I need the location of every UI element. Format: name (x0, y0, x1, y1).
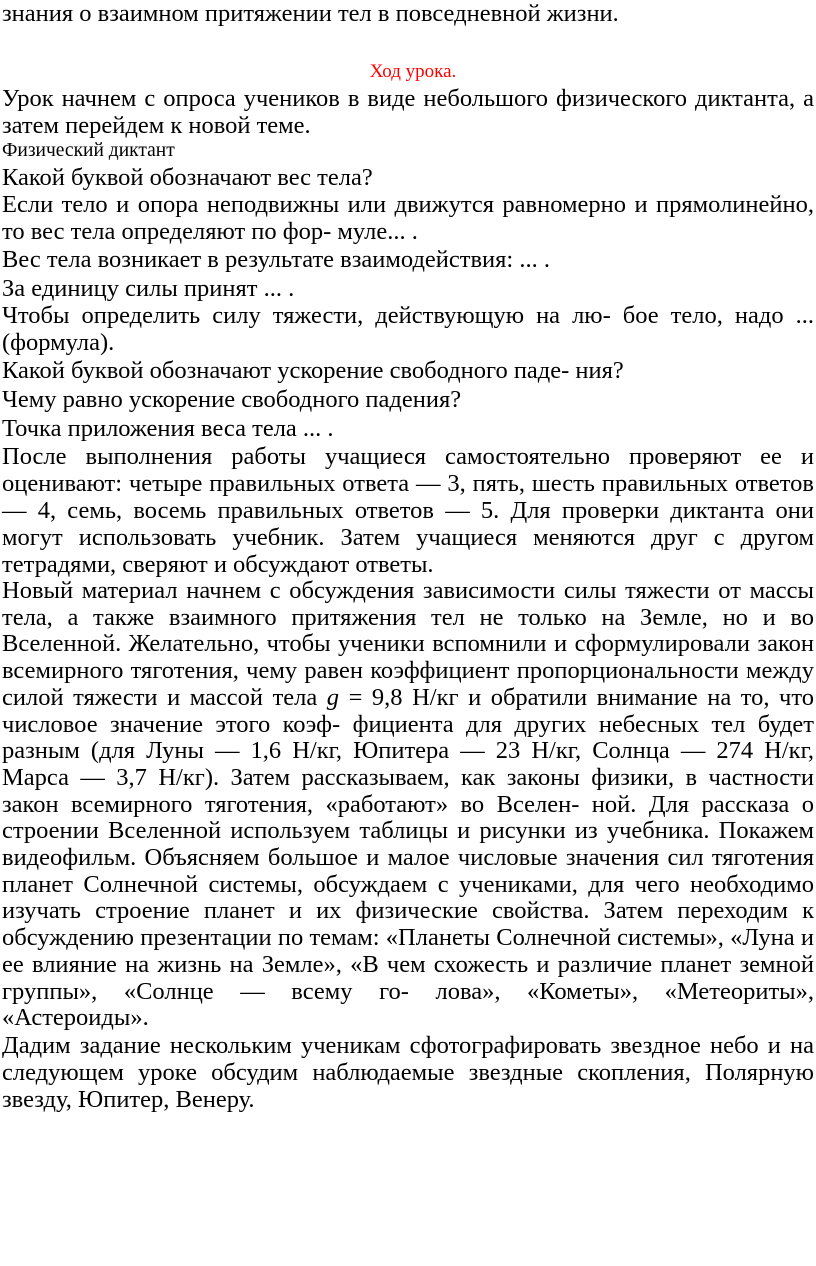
intro-line: знания о взаимном притяжении тел в повседневной жизни. (2, 0, 619, 27)
question-item: Если тело и опора неподвижны или движутся равномерно и прямолинейно, то вес тела определяют по фор- муле... . (2, 191, 814, 245)
new-material-text-1: Новый материал начнем с обсуждения зависимости силы тяжести от массы тела, а также взаимного притяжения тел не только на Земле, но и во Вселенной. Желательно, чтобы ученики вспомнили и сформулировали закон всемирного тяготения, чему равен коэффициент пропорциональности между силой тяжести и массой тела (2, 577, 814, 711)
question-item: Чему равно ускорение свободного падения? (2, 386, 462, 413)
new-material-text-2: = 9,8 Н/кг и обратили внимание на то, что числовое значение этого коэф- фициента для других небесных тел будет разным (для Луны — 1,6 Н/кг, Юпитера — 23 Н/кг, Солнца — 274 Н/кг, Марса — 3,7 Н/кг). Затем рассказываем, как законы физики, в частности закон всемирного тяготения, «работают» во Вселен- ной. Для рассказа о строении Вселенной используем таблицы и рисунки из учебника. Покажем видеофильм. Объясняем большое и малое числовые значения сил тяготения планет Солнечной системы, обсуждаем с учениками, для чего необходимо изучать строение планет и их физические свойства. Затем переходим к обсуждению презентации по темам: «Планеты Солнечной системы», «Луна и ее влияние на жизнь на Земле», «В чем схожесть и различие планет земной группы», «Солнце — всему го- лова», «Кометы», «Метеориты», «Астероиды». (2, 683, 815, 1032)
question-item: Какой буквой обозначают ускорение свободного паде- ния? (2, 357, 624, 384)
after-dictation-paragraph: После выполнения работы учащиеся самостоятельно проверяют ее и оценивают: четыре правильных ответа — 3, пять, шесть правильных ответов — 4, семь, восемь правильных ответов — 5. Для проверки диктанта они могут использовать учебник. Затем учащиеся меняются друг с другом тетрадями, сверяют и обсуждают ответы. (2, 443, 814, 578)
g-symbol: g (326, 683, 340, 711)
question-item: Точка приложения веса тела ... . (2, 415, 334, 442)
question-item: Чтобы определить силу тяжести, действующую на лю- бое тело, надо ... (формула). (2, 302, 814, 356)
question-item: За единицу силы принят ... . (2, 275, 295, 302)
question-item: Какой буквой обозначают вес тела? (2, 164, 373, 191)
lesson-heading: Ход урока. (369, 61, 457, 82)
dictation-label: Физический диктант (2, 140, 175, 161)
question-item: Вес тела возникает в результате взаимодействия: ... . (2, 246, 550, 273)
homework-paragraph: Дадим задание нескольким ученикам сфотографировать звездное небо и на следующем уроке обсудим наблюдаемые звездные скопления, Полярную звезду, Юпитер, Венеру. (2, 1031, 814, 1113)
new-material-paragraph (2, 578, 814, 1032)
lesson-start-paragraph: Урок начнем с опроса учеников в виде небольшого физического диктанта, а затем перейдем к новой теме. (2, 85, 814, 139)
dictation-questions (2, 163, 814, 443)
